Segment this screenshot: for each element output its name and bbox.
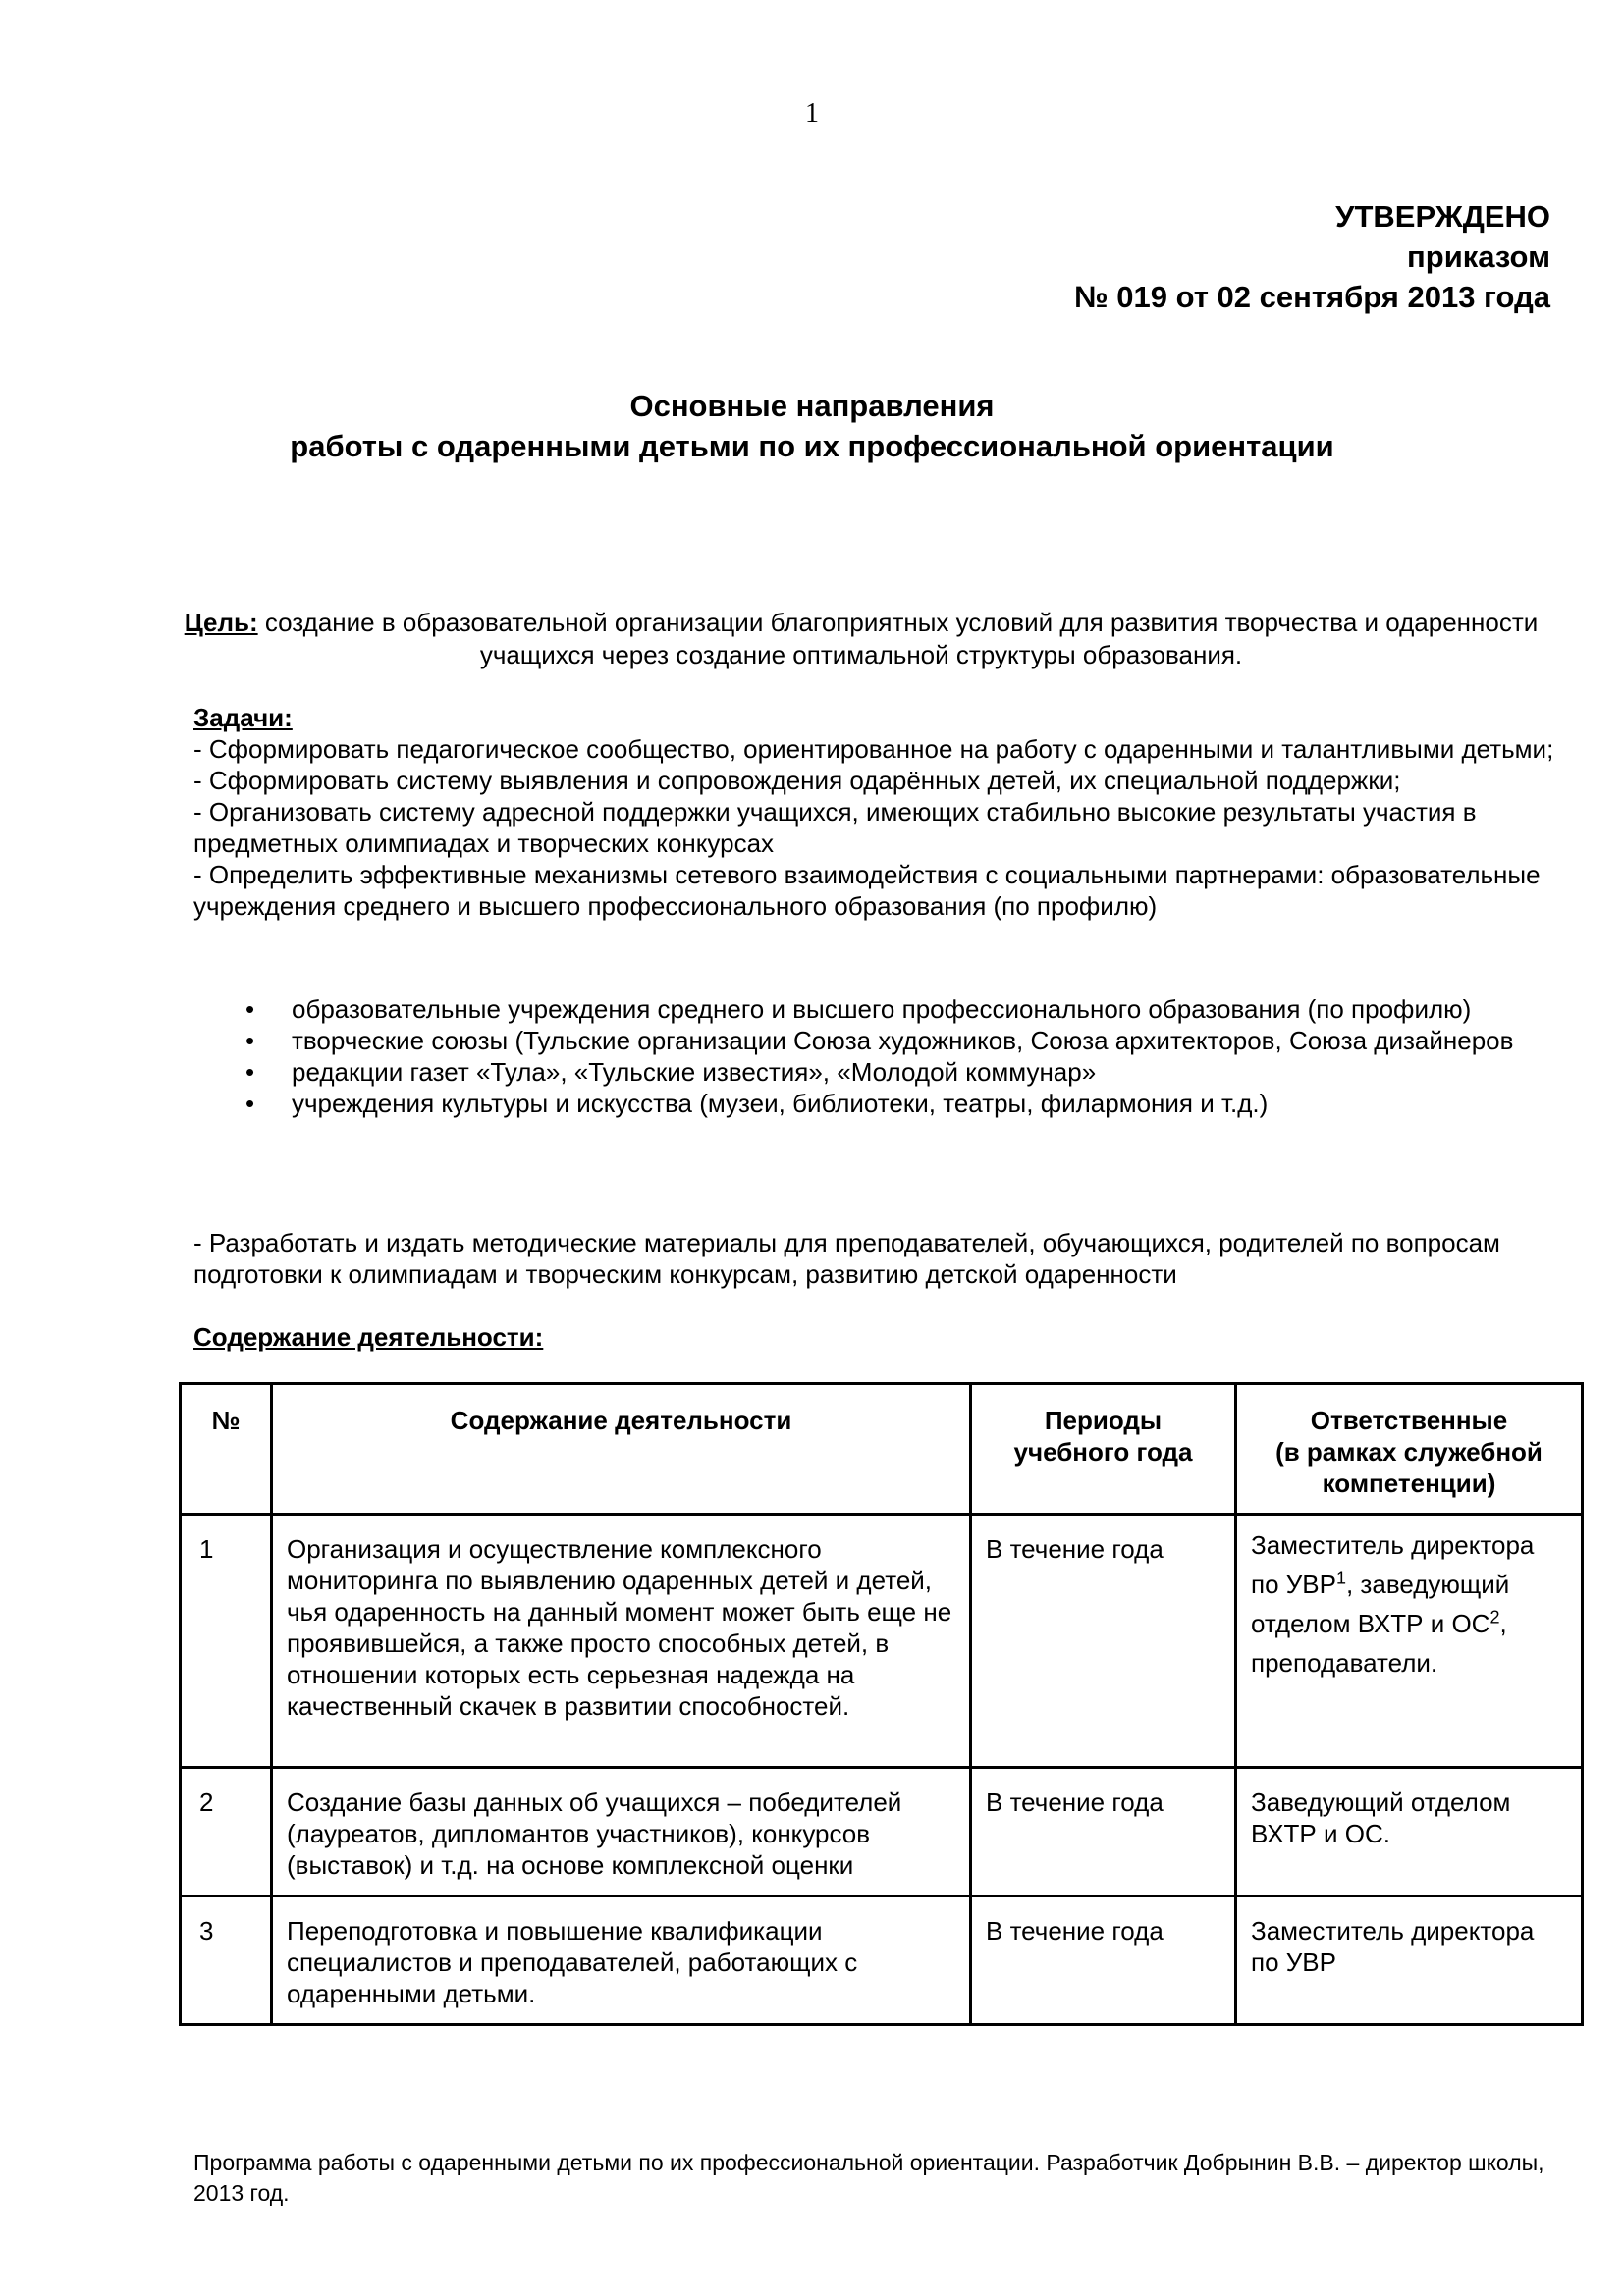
title-line: Основные направления — [629, 389, 995, 423]
document-title — [0, 386, 1624, 466]
row-content: Переподготовка и повышение квалификации специалистов и преподавателей, работающих с одаренными детьми. — [272, 1896, 971, 2025]
bullet-icon: • — [245, 1089, 255, 1118]
responsible-text: , заведующий отделом ВХТР и ОС — [1251, 1570, 1510, 1638]
row-period: В течение года — [971, 1896, 1236, 2025]
row-responsible — [1236, 1515, 1583, 1768]
approval-order-number: № 019 от 02 сентября 2013 года — [1074, 280, 1550, 314]
header-content: Содержание деятельности — [272, 1384, 971, 1515]
responsible-text: Заместитель директора по УВР — [1251, 1530, 1535, 1599]
activities-heading: Содержание деятельности: — [193, 1322, 544, 1352]
row-content: Организация и осуществление комплексного мониторинга по выявлению одаренных детей и детей, чья одаренность на данный момент может быть еще не проявившейся, а также просто способных детей, в отношении которых есть серьезная надежда на качественный скачек в развитии способностей. — [272, 1515, 971, 1768]
table-row — [181, 1515, 1583, 1768]
bullet-icon: • — [245, 1057, 255, 1087]
footnote-ref: 1 — [1335, 1568, 1346, 1588]
tasks-heading: Задачи: — [193, 703, 293, 732]
row-period: В течение года — [971, 1768, 1236, 1896]
table-row — [181, 1896, 1583, 2025]
partner-item — [245, 993, 1561, 1025]
approval-line: УТВЕРЖДЕНО — [1335, 199, 1550, 234]
row-responsible: Заведующий отделом ВХТР и ОС. — [1236, 1768, 1583, 1896]
partner-item — [245, 1025, 1561, 1056]
row-period: В течение года — [971, 1515, 1236, 1768]
header-period-line: Периоды — [1044, 1406, 1163, 1435]
task-item: - Сформировать систему выявления и сопровождения одарённых детей, их специальной поддержки; — [193, 766, 1401, 795]
extra-task: - Разработать и издать методические материалы для преподавателей, обучающихся, родителей по вопросам подготовки к олимпиадам и творческим конкурсам, развитию детской одаренности — [193, 1228, 1500, 1289]
header-period-line: учебного года — [1013, 1437, 1193, 1467]
header-responsible-line: компетенции) — [1322, 1468, 1496, 1498]
header-responsible-line: (в рамках служебной — [1275, 1437, 1543, 1467]
partners-list — [245, 993, 1561, 1119]
bullet-icon: • — [245, 1026, 255, 1055]
approval-block — [1074, 196, 1550, 317]
tasks-section — [193, 702, 1578, 922]
page-footer: Программа работы с одаренными детьми по их профессиональной ориентации. Разработчик Добрынин В.В. – директор школы, 2013 год. — [193, 2150, 1544, 2206]
row-num: 3 — [181, 1896, 272, 2025]
activities-table — [179, 1382, 1584, 2026]
table-row — [181, 1768, 1583, 1896]
goal-label: Цель: — [184, 608, 258, 637]
partner-item — [245, 1056, 1561, 1088]
partner-text: образовательные учреждения среднего и высшего профессионального образования (по профилю) — [292, 994, 1472, 1024]
goal-text: создание в образовательной организации благоприятных условий для развития творчества и одаренности учащихся через создание оптимальной структуры образования. — [257, 608, 1539, 669]
partner-text: учреждения культуры и искусства (музеи, библиотеки, театры, филармония и т.д.) — [292, 1089, 1269, 1118]
table-header-row — [181, 1384, 1583, 1515]
row-responsible: Заместитель директора по УВР — [1236, 1896, 1583, 2025]
approval-line: приказом — [1407, 240, 1550, 274]
goal-paragraph — [147, 607, 1575, 671]
row-num: 1 — [181, 1515, 272, 1768]
partner-text: творческие союзы (Тульские организации Союза художников, Союза архитекторов, Союза дизайнеров — [292, 1026, 1514, 1055]
partner-item — [245, 1088, 1561, 1119]
page-number: 1 — [805, 98, 819, 129]
title-line: работы с одаренными детьми по их профессиональной ориентации — [290, 429, 1334, 463]
footnote-ref: 2 — [1489, 1607, 1500, 1628]
task-item: - Сформировать педагогическое сообщество, ориентированное на работу с одаренными и талантливыми детьми; — [193, 734, 1554, 764]
task-item: - Определить эффективные механизмы сетевого взаимодействия с социальными партнерами: образовательные учреждения среднего и высшего профессионального образования (по профилю) — [193, 860, 1541, 921]
bullet-icon: • — [245, 994, 255, 1024]
row-num: 2 — [181, 1768, 272, 1896]
responsible-text: , преподаватели. — [1251, 1609, 1507, 1678]
partner-text: редакции газет «Тула», «Тульские известия», «Молодой коммунар» — [292, 1057, 1097, 1087]
row-content: Создание базы данных об учащихся – победителей (лауреатов, дипломантов участников), конкурсов (выставок) и т.д. на основе комплексной оценки — [272, 1768, 971, 1896]
header-period — [971, 1384, 1236, 1515]
header-responsible-line: Ответственные — [1310, 1406, 1508, 1435]
task-item: - Организовать систему адресной поддержки учащихся, имеющих стабильно высокие результаты участия в предметных олимпиадах и творческих конкурсах — [193, 797, 1477, 858]
header-num: № — [181, 1384, 272, 1515]
header-responsible — [1236, 1384, 1583, 1515]
